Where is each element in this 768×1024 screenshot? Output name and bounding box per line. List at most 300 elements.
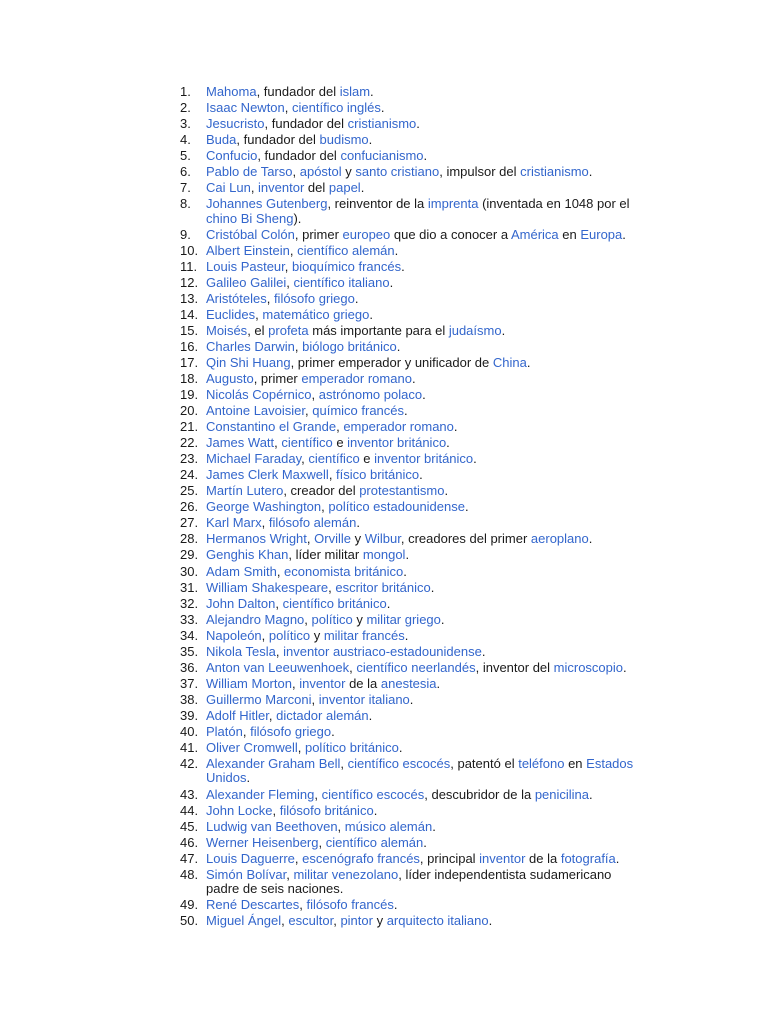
wiki-link[interactable]: cristianismo <box>347 116 417 132</box>
list-item <box>180 85 640 100</box>
wiki-link[interactable]: China <box>492 355 527 371</box>
list-item-number: 48. <box>180 866 199 882</box>
list-item-number: 27. <box>180 515 199 531</box>
list-item-number: 3. <box>180 116 191 132</box>
list-item-text <box>206 740 403 755</box>
wiki-link[interactable]: Alejandro Magno <box>206 611 305 627</box>
wiki-link[interactable]: economista británico <box>284 563 404 579</box>
wiki-link[interactable]: Martín Lutero <box>206 483 284 499</box>
list-item-number: 11. <box>180 258 198 274</box>
list-item <box>180 709 640 724</box>
list-item-text <box>206 387 426 402</box>
wiki-link[interactable]: inventor italiano <box>318 691 410 707</box>
wiki-link[interactable]: Cai Lun <box>206 180 251 196</box>
plain-text: . <box>501 323 506 339</box>
wiki-link[interactable]: Nikola Tesla <box>206 643 276 659</box>
plain-text: . <box>380 100 385 116</box>
list-item-text <box>206 499 469 514</box>
wiki-link[interactable]: judaísmo <box>448 323 502 339</box>
wiki-link[interactable]: emperador romano <box>301 371 412 387</box>
wiki-link[interactable]: profeta <box>268 323 309 339</box>
plain-text: de la <box>525 850 561 866</box>
list-item <box>180 613 640 628</box>
wiki-link[interactable]: Charles Darwin <box>206 339 295 355</box>
wiki-link[interactable]: mongol <box>362 547 406 563</box>
list-item-text <box>206 196 630 226</box>
wiki-link[interactable]: Augusto <box>206 371 254 387</box>
wiki-link[interactable]: Isaac Newton <box>206 100 285 116</box>
list-item <box>180 629 640 644</box>
wiki-link[interactable]: científico escocés <box>321 786 425 802</box>
wiki-link[interactable]: Cristóbal Colón <box>206 226 295 242</box>
wiki-link[interactable]: Johannes Gutenberg <box>206 196 328 212</box>
wiki-link[interactable]: Nicolás Copérnico <box>206 387 312 403</box>
list-item-number: 38. <box>180 691 199 707</box>
plain-text: . <box>526 355 531 371</box>
plain-text: . <box>411 371 416 387</box>
list-item-text <box>206 547 409 562</box>
plain-text: , <box>291 675 300 691</box>
list-item-number: 2. <box>180 100 191 116</box>
list-item <box>180 725 640 740</box>
list-item <box>180 197 640 226</box>
list-item-text <box>206 708 372 723</box>
plain-text: , <box>242 723 251 739</box>
wiki-link[interactable]: Constantino el Grande <box>206 419 337 435</box>
list-item-number: 33. <box>180 611 199 627</box>
list-item-number: 49. <box>180 897 199 913</box>
wiki-link[interactable]: militar venezolano <box>293 866 399 882</box>
list-item <box>180 661 640 676</box>
wiki-link[interactable]: filósofo griego <box>273 290 355 306</box>
plain-text: , <box>284 258 293 274</box>
list-item-text <box>206 612 445 627</box>
wiki-link[interactable]: Buda <box>206 132 237 148</box>
list-item-number: 18. <box>180 371 199 387</box>
wiki-link[interactable]: budismo <box>319 132 369 148</box>
list-item-text <box>206 275 393 290</box>
wiki-link[interactable]: científico alemán <box>297 242 395 258</box>
list-item <box>180 101 640 116</box>
list-item-number: 37. <box>180 675 199 691</box>
plain-text: , el <box>247 323 269 339</box>
plain-text: , <box>301 451 309 467</box>
wiki-link[interactable]: James Watt <box>206 435 275 451</box>
wiki-link[interactable]: militar griego <box>366 611 441 627</box>
list-item <box>180 308 640 323</box>
list-item-number: 32. <box>180 595 199 611</box>
plain-text: más importante para el <box>308 323 449 339</box>
list-item-text <box>206 403 408 418</box>
wiki-link[interactable]: astrónomo polaco <box>318 387 423 403</box>
plain-text: , <box>349 659 357 675</box>
list-item <box>180 500 640 515</box>
wiki-link[interactable]: arquitecto italiano <box>386 913 489 929</box>
plain-text: . <box>386 595 391 611</box>
plain-text: , <box>299 897 307 913</box>
list-item-text <box>206 116 420 131</box>
plain-text: , primer emperador y unificador de <box>290 355 493 371</box>
wiki-link[interactable]: Adam Smith <box>206 563 277 579</box>
wiki-link[interactable]: Miguel Ángel <box>206 913 282 929</box>
list-item-number: 8. <box>180 196 191 212</box>
list-item-number: 39. <box>180 707 199 723</box>
plain-text: , <box>261 515 269 531</box>
wiki-link[interactable]: político <box>311 611 353 627</box>
plain-text: , líder militar <box>288 547 363 563</box>
plain-text: , <box>266 290 274 306</box>
plain-text: , <box>284 100 292 116</box>
wiki-link[interactable]: político <box>268 627 311 643</box>
plain-text: . <box>589 786 593 802</box>
list-item-text <box>206 564 407 579</box>
wiki-link[interactable]: Alexander Fleming <box>206 786 315 802</box>
list-item <box>180 388 640 403</box>
wiki-link[interactable]: científico escocés <box>347 755 451 771</box>
wiki-link[interactable]: Mahoma <box>206 84 257 99</box>
wiki-link[interactable]: Hermanos Wright <box>206 531 307 547</box>
wiki-link[interactable]: América <box>510 226 559 242</box>
plain-text: , <box>306 531 315 547</box>
list-item-number: 28. <box>180 531 199 547</box>
list-item-text <box>206 132 372 147</box>
list-item-number: 4. <box>180 132 191 148</box>
plain-text: y <box>310 627 324 643</box>
list-item-number: 10. <box>180 242 199 258</box>
wiki-link[interactable]: científico neerlandés <box>356 659 476 675</box>
list-item-text <box>206 676 440 691</box>
plain-text: y <box>350 531 365 547</box>
list-item-text <box>206 580 434 595</box>
list-item <box>180 133 640 148</box>
list-item <box>180 581 640 596</box>
plain-text: . <box>360 180 365 196</box>
wiki-link[interactable]: político británico <box>304 739 399 755</box>
plain-text: . <box>393 897 398 913</box>
plain-text: y <box>372 913 387 929</box>
list-item <box>180 532 640 547</box>
wiki-link[interactable]: chino <box>206 210 238 226</box>
list-item-number: 21. <box>180 419 199 435</box>
list-item <box>180 372 640 387</box>
list-item-text <box>206 913 492 928</box>
list-item-text <box>206 164 592 179</box>
wiki-link[interactable]: científico británico <box>282 595 387 611</box>
wiki-link[interactable]: Jesucristo <box>206 116 265 132</box>
wiki-link[interactable]: microscopio <box>553 659 624 675</box>
wiki-link[interactable]: músico alemán <box>344 818 433 834</box>
wiki-link[interactable]: científico inglés <box>292 100 381 116</box>
plain-text: , <box>294 339 303 355</box>
list-item-number: 1. <box>180 84 191 99</box>
list-item-text <box>206 148 427 163</box>
wiki-link[interactable]: Orville <box>314 531 351 547</box>
wiki-link[interactable]: penicilina <box>534 786 590 802</box>
wiki-link[interactable]: John Dalton <box>206 595 276 611</box>
wiki-link[interactable]: Qin Shi Huang <box>206 355 291 371</box>
plain-text: ). <box>293 210 302 226</box>
list-item-text <box>206 531 592 546</box>
plain-text: , <box>333 913 341 929</box>
wiki-link[interactable]: anestesia <box>380 675 437 691</box>
plain-text: . <box>432 818 436 834</box>
plain-text: . <box>622 226 626 242</box>
wiki-link[interactable]: científico <box>308 451 360 467</box>
wiki-link[interactable]: islam <box>339 84 371 99</box>
list-item <box>180 228 640 243</box>
wiki-link[interactable]: Adolf Hitler <box>206 707 269 723</box>
list-item-text <box>206 803 377 818</box>
wiki-link[interactable]: inventor <box>299 675 346 691</box>
wiki-link[interactable]: filósofo griego <box>250 723 332 739</box>
plain-text: , primer <box>253 371 302 387</box>
list-item <box>180 898 640 913</box>
wiki-link[interactable]: protestantismo <box>359 483 445 499</box>
plain-text: . <box>398 739 403 755</box>
wiki-link[interactable]: Ludwig van Beethoven <box>206 818 338 834</box>
plain-text: , <box>275 643 284 659</box>
list-item <box>180 597 640 612</box>
wiki-link[interactable]: William Morton <box>206 675 292 691</box>
list-item <box>180 404 640 419</box>
wiki-link[interactable]: científico italiano <box>293 274 390 290</box>
plain-text: . <box>446 435 450 451</box>
wiki-link[interactable]: científico alemán <box>325 834 424 850</box>
plain-text: . <box>368 707 373 723</box>
plain-text: . <box>440 611 445 627</box>
plain-text: . <box>369 307 373 322</box>
wiki-link[interactable]: Oliver Cromwell <box>206 739 298 755</box>
list-item <box>180 436 640 451</box>
wiki-link[interactable]: filósofo alemán <box>268 515 357 531</box>
plain-text: , creador del <box>283 483 360 499</box>
wiki-link[interactable]: Aristóteles <box>206 290 267 306</box>
wiki-link[interactable]: Moisés <box>206 323 248 339</box>
wiki-link[interactable]: papel <box>328 180 361 196</box>
wiki-link[interactable]: René Descartes <box>206 897 300 913</box>
list-item-number: 6. <box>180 164 191 180</box>
plain-text: , <box>261 627 269 643</box>
wiki-link[interactable]: Simón Bolívar <box>206 866 287 882</box>
plain-text: , <box>292 164 300 180</box>
list-item-text <box>206 851 619 866</box>
list-item-number: 25. <box>180 483 199 499</box>
plain-text: en <box>558 226 581 242</box>
wiki-link[interactable]: escenógrafo francés <box>302 850 420 866</box>
plain-text: y <box>352 611 367 627</box>
wiki-link[interactable]: confucianismo <box>340 148 424 164</box>
wiki-link[interactable]: Albert Einstein <box>206 242 290 258</box>
list-item-text <box>206 660 627 675</box>
list-item-number: 43. <box>180 786 199 802</box>
wiki-link[interactable]: Michael Faraday <box>206 451 302 467</box>
wiki-link[interactable]: físico británico <box>336 467 420 483</box>
list-item-number: 30. <box>180 563 199 579</box>
list-item <box>180 804 640 819</box>
wiki-link[interactable]: aeroplano <box>530 531 589 547</box>
list-item <box>180 677 640 692</box>
list-item-text <box>206 180 364 195</box>
plain-text: , <box>337 818 345 834</box>
list-item <box>180 484 640 499</box>
list-item-number: 9. <box>180 226 191 242</box>
wiki-link[interactable]: Euclides <box>206 307 256 322</box>
plain-text: , <box>336 419 344 435</box>
wiki-link[interactable]: Estados Unidos <box>206 755 634 786</box>
list-item-number: 24. <box>180 467 199 483</box>
plain-text: . <box>444 483 449 499</box>
wiki-link[interactable]: Galileo Galilei <box>206 274 287 290</box>
wiki-link[interactable]: Anton van Leeuwenhoek <box>206 659 350 675</box>
wiki-link[interactable]: imprenta <box>427 196 479 212</box>
list-item <box>180 117 640 132</box>
wiki-link[interactable]: Napoleón <box>206 627 262 643</box>
list-item-number: 19. <box>180 387 199 403</box>
wiki-link[interactable]: Confucio <box>206 148 258 164</box>
plain-text: e <box>332 435 348 451</box>
plain-text: . <box>394 242 399 258</box>
wiki-link[interactable]: filósofo francés <box>306 897 394 913</box>
list-item-text <box>206 355 530 370</box>
plain-text: , <box>272 802 280 818</box>
wiki-link[interactable]: Karl Marx <box>206 515 262 531</box>
list-item-text <box>206 483 448 498</box>
wiki-link[interactable]: inventor <box>258 180 305 196</box>
plain-text: , principal <box>419 850 480 866</box>
list-item-number: 13. <box>180 290 199 306</box>
wiki-link[interactable]: pintor <box>340 913 373 929</box>
plain-text: , patentó el <box>450 755 519 771</box>
wiki-link[interactable]: Wilbur <box>364 531 401 547</box>
plain-text: , <box>305 403 313 419</box>
plain-text: , <box>276 563 285 579</box>
wiki-link[interactable]: matemático griego <box>262 307 370 322</box>
plain-text: , <box>314 786 322 802</box>
list-item-text <box>206 787 593 802</box>
list-item <box>180 244 640 259</box>
list-item-text <box>206 692 413 707</box>
wiki-link[interactable]: Platón <box>206 723 243 739</box>
wiki-link[interactable]: científico <box>281 435 333 451</box>
wiki-link[interactable]: Alexander Graham Bell <box>206 755 341 771</box>
wiki-link[interactable]: emperador romano <box>343 419 454 435</box>
list-item-text <box>206 339 400 354</box>
wiki-link[interactable]: filósofo británico <box>279 802 374 818</box>
list-item-text <box>206 756 633 786</box>
wiki-link[interactable]: Pablo de Tarso <box>206 164 293 180</box>
list-item <box>180 165 640 180</box>
list-item <box>180 276 640 291</box>
plain-text: . <box>488 913 493 929</box>
wiki-link[interactable]: teléfono <box>518 755 565 771</box>
wiki-link[interactable]: inventor británico <box>347 435 447 451</box>
plain-text: , fundador del <box>256 84 340 99</box>
plain-text: . <box>368 132 373 148</box>
list-item-text <box>206 259 405 274</box>
list-item <box>180 181 640 196</box>
plain-text: , <box>286 274 294 290</box>
wiki-link[interactable]: fotografía <box>560 850 616 866</box>
plain-text: , <box>286 866 294 882</box>
wiki-link[interactable]: escritor británico <box>335 579 431 595</box>
wiki-link[interactable]: militar francés <box>323 627 405 643</box>
plain-text: , inventor del <box>475 659 554 675</box>
wiki-link[interactable]: Europa <box>580 226 623 242</box>
wiki-link[interactable]: político estadounidense <box>328 499 465 515</box>
wiki-link[interactable]: apóstol <box>299 164 342 180</box>
wiki-link[interactable]: químico francés <box>312 403 405 419</box>
wiki-link[interactable]: James Clerk Maxwell <box>206 467 329 483</box>
wiki-link[interactable]: Louis Pasteur <box>206 258 285 274</box>
list-item <box>180 565 640 580</box>
list-item-number: 34. <box>180 627 199 643</box>
list-item <box>180 741 640 756</box>
list-item <box>180 420 640 435</box>
plain-text: , impulsor del <box>439 164 521 180</box>
list-item <box>180 645 640 660</box>
plain-text: , fundador del <box>236 132 320 148</box>
plain-text: , <box>294 850 303 866</box>
list-item-number: 16. <box>180 339 199 355</box>
wiki-link[interactable]: Werner Heisenberg <box>206 834 319 850</box>
wiki-link[interactable]: Louis Daguerre <box>206 850 295 866</box>
list-item-text <box>206 371 416 386</box>
wiki-link[interactable]: Antoine Lavoisier <box>206 403 306 419</box>
wiki-link[interactable]: Guillermo Marconi <box>206 691 312 707</box>
plain-text: . <box>436 675 441 691</box>
wiki-link[interactable]: europeo <box>342 226 391 242</box>
list-item-number: 17. <box>180 355 199 371</box>
list-item-number: 29. <box>180 547 199 563</box>
list-item-text <box>206 644 485 659</box>
list-item <box>180 260 640 275</box>
list-item <box>180 548 640 563</box>
wiki-link[interactable]: inventor británico <box>374 451 474 467</box>
wiki-link[interactable]: inventor austriaco-estadounidense <box>283 643 482 659</box>
wiki-link[interactable]: George Washington <box>206 499 322 515</box>
list-item-text <box>206 227 626 242</box>
plain-text: (inventada en 1048 por el <box>478 196 630 212</box>
plain-text: . <box>453 419 458 435</box>
wiki-link[interactable]: bioquímico francés <box>292 258 402 274</box>
wiki-link[interactable]: dictador alemán <box>276 707 369 723</box>
plain-text: , reinventor de la <box>327 196 428 212</box>
wiki-link[interactable]: biólogo británico <box>302 339 397 355</box>
list-item-number: 12. <box>180 274 199 290</box>
wiki-link[interactable]: inventor <box>479 850 526 866</box>
list-item <box>180 836 640 851</box>
list-item-text <box>206 515 360 530</box>
wiki-link[interactable]: cristianismo <box>520 164 589 180</box>
wiki-link[interactable]: Genghis Khan <box>206 547 289 563</box>
list-item-number: 41. <box>180 739 199 755</box>
list-item-text <box>206 835 427 850</box>
list-item <box>180 468 640 483</box>
wiki-link[interactable]: escultor <box>288 913 334 929</box>
plain-text: . <box>588 164 593 180</box>
plain-text: , <box>289 242 298 258</box>
wiki-link[interactable]: santo cristiano <box>355 164 440 180</box>
list-item-number: 44. <box>180 802 199 818</box>
plain-text: . <box>373 802 378 818</box>
wiki-link[interactable]: William Shakespeare <box>206 579 329 595</box>
list-item <box>180 868 640 897</box>
plain-text: , descubridor de la <box>424 786 535 802</box>
list-item-number: 20. <box>180 403 199 419</box>
wiki-link[interactable]: John Locke <box>206 802 273 818</box>
list-item-number: 45. <box>180 818 199 834</box>
wiki-link[interactable]: Bi Sheng <box>240 210 294 226</box>
